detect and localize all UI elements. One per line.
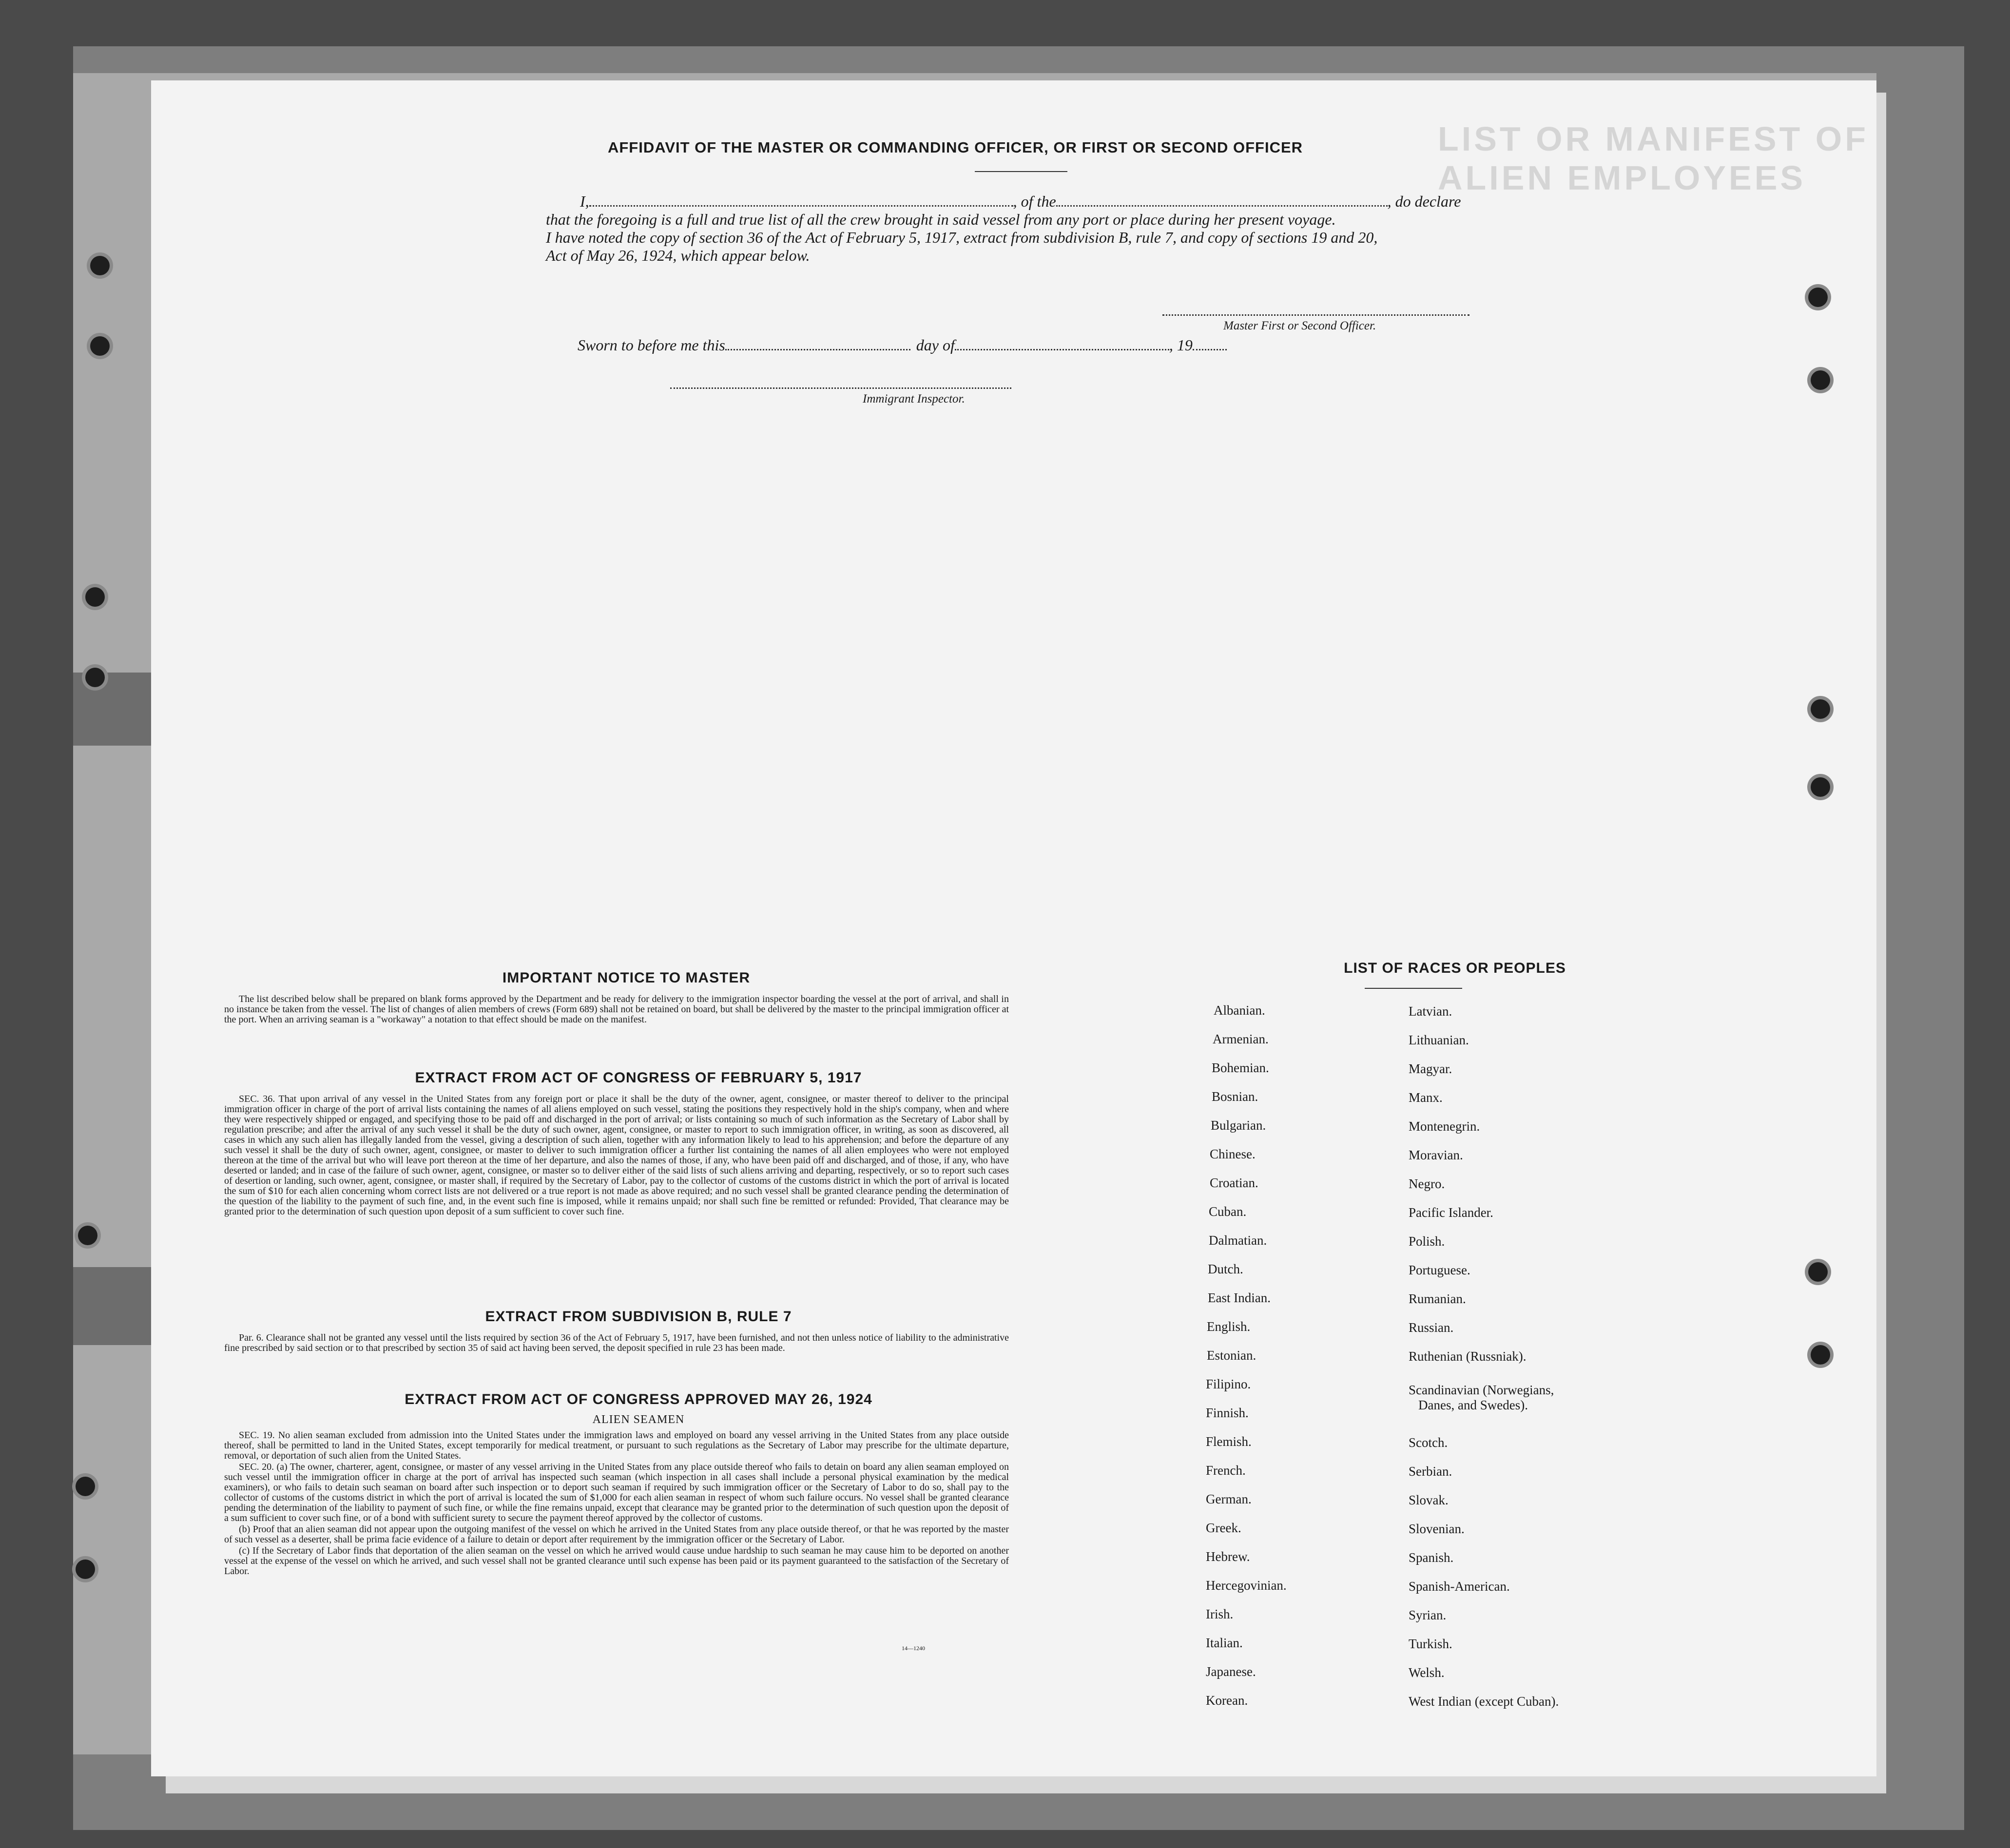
declaration-line-4: Act of May 26, 1924, which appear below.	[546, 247, 810, 264]
race-item: Japanese.	[1206, 1664, 1256, 1679]
race-item: Pacific Islander.	[1409, 1205, 1493, 1220]
race-item: Croatian.	[1210, 1175, 1258, 1190]
binder-hole	[76, 1559, 95, 1579]
binder-hole	[1811, 777, 1830, 797]
race-item: Estonian.	[1207, 1348, 1256, 1363]
race-item: Italian.	[1206, 1636, 1243, 1650]
document-sheet	[151, 80, 1876, 1776]
declaration-do-declare: , do declare	[1387, 192, 1461, 210]
par6-paragraph: Par. 6. Clearance shall not be granted any vessel until the lists required by section 36 of the Act of February 5, 1917, have been furnished, and not then unless notice of liability to the administrative fine prescribed by said section or to that prescribed by section 35 of said act having been served, the deposit specified in rule 23 has been made.	[224, 1332, 1009, 1353]
races-title-rule	[1365, 988, 1462, 989]
rule7-body	[224, 1333, 1009, 1354]
binder-hole	[1808, 1262, 1828, 1282]
race-item: Spanish.	[1409, 1550, 1454, 1565]
name-blank	[589, 205, 1013, 207]
day-of-text: day of	[916, 336, 955, 354]
declaration-of-the: , of the	[1013, 192, 1056, 210]
race-item: Rumanian.	[1409, 1291, 1466, 1306]
race-item: Lithuanian.	[1409, 1033, 1469, 1047]
master-signature-line	[1162, 314, 1469, 316]
races-title: LIST OF RACES OR PEOPLES	[1344, 960, 1566, 976]
bleed-through-text: LIST OR MANIFEST OF ALIEN EMPLOYEES	[1438, 120, 1869, 197]
binder-hole	[1808, 288, 1828, 307]
declaration-i: I,	[580, 192, 589, 210]
extract-1917-body	[224, 1094, 1009, 1218]
sworn-line	[578, 336, 1227, 354]
race-item: Welsh.	[1409, 1665, 1445, 1680]
binder-hole	[85, 668, 105, 687]
binder-hole	[1811, 1345, 1830, 1365]
sec19-paragraph: SEC. 19. No alien seaman excluded from admission into the United States under the immigration laws and employed on board any vessel arriving in the United States from any place outside thereof, shall be permitted to land in the United States, except temporarily for medical treatment, or pursuant to such regulations as the Secretary of Labor may prescribe for the ultimate departure, removal, or deportation of such alien from the United States.	[224, 1430, 1009, 1461]
extract-1917-title: EXTRACT FROM ACT OF CONGRESS OF FEBRUARY 5, 1917	[415, 1070, 862, 1086]
sec20c-paragraph: (c) If the Secretary of Labor finds that deportation of the alien seaman on the vessel on which he arrived would cause undue hardship to such seaman he may cause him to be deported on another vessel at the expense of the vessel on which he arrived, and such vessel shall not be granted clearance until such expense has been paid or its payment guaranteed to the satisfaction of the Secretary of Labor.	[224, 1545, 1009, 1577]
race-item: West Indian (except Cuban).	[1409, 1694, 1559, 1709]
race-item: French.	[1206, 1463, 1246, 1478]
vessel-blank	[1056, 205, 1388, 207]
race-item: German.	[1206, 1492, 1252, 1506]
race-item: Danes, and Swedes).	[1418, 1398, 1528, 1412]
race-item: Serbian.	[1409, 1464, 1452, 1479]
race-item: Bohemian.	[1212, 1060, 1269, 1075]
race-item: Slovak.	[1409, 1493, 1449, 1507]
race-item: Polish.	[1409, 1234, 1445, 1249]
race-item: Portuguese.	[1409, 1263, 1470, 1277]
year-blank	[1193, 349, 1227, 350]
master-caption: Master First or Second Officer.	[1223, 319, 1376, 332]
section-36-paragraph: SEC. 36. That upon arrival of any vessel in the United States from any foreign port or place it shall be the duty of the owner, agent, consignee, or master thereof to deliver to the principal immigration officer in charge of the port of arrival lists containing the names of all aliens employed on such vessel, stating the positions they respectively hold in the ship's company, when and where they were respectively shipped or engaged, and specifying those to be paid off and discharged in the port of arrival; or lists containing so much of such information as the Secretary of Labor shall by regulation prescribe; and after the arrival of any such vessel it shall be the duty of such owner, agent, consignee, or master to report to such immigration officer, in writing, as soon as discovered, all cases in which any such alien has illegally landed from the vessel, giving a description of such alien, together with any information likely to lead to his apprehension; and before the departure of any such vessel it shall be the duty of such owner, agent, consignee, or master to deliver to such immigration officer a further list containing the names of all alien employees who were not employed thereon at the time of the arrival but who will leave port thereon at the time of her departure, and also the names of those, if any, who have been paid off and discharged, and of those, if any, who have deserted or landed; and in case of the failure of such owner, agent, consignee, or master so to deliver either of the said lists of such aliens arriving and departing, respectively, or so to report such cases of desertion or landing, such owner, agent, consignee, or master shall, if required by the Secretary of Labor, pay to the collector of customs of the customs district in which the port of arrival is located the sum of $10 for each alien concerning whom correct lists are not delivered or a true report is not made as above required; and no such vessel shall be granted clearance pending the determination of the question of the liability to the payment of such fine, and, in the event such fine is imposed, while it remains unpaid; nor shall such fine be remitted or refunded: Provided, That clearance may be granted prior to the determination of such question upon deposit of a sum sufficient to cover such fine.	[224, 1094, 1009, 1217]
notice-paragraph: The list described below shall be prepared on blank forms approved by the Department and be ready for delivery to the immigration inspector boarding the vessel at the port of arrival, and shall in no instance be taken from the vessel. The list of changes of alien members of crews (Form 689) shall not be retained on board, but shall be delivered by the master to the principal immigration officer at the port. When an arriving seaman is a "workaway" a notation to that effect should be made on the manifest.	[224, 994, 1009, 1025]
binder-hole	[90, 256, 110, 275]
race-item: Chinese.	[1210, 1147, 1256, 1161]
declaration-line-2: that the foregoing is a full and true list of all the crew brought in said vessel from any port or place during her present voyage.	[546, 211, 1336, 228]
sworn-text: Sworn to before me this	[578, 336, 725, 354]
race-item: Spanish-American.	[1409, 1579, 1510, 1594]
binder-hole	[78, 1226, 97, 1245]
inspector-caption: Immigrant Inspector.	[863, 392, 965, 405]
month-blank	[955, 349, 1169, 350]
binder-hole	[1811, 370, 1830, 390]
race-item: Negro.	[1409, 1176, 1445, 1191]
race-item: Filipino.	[1206, 1377, 1251, 1391]
race-item: Ruthenian (Russniak).	[1409, 1349, 1527, 1364]
race-item: East Indian.	[1208, 1290, 1271, 1305]
race-item: Albanian.	[1214, 1003, 1265, 1018]
day-blank	[725, 349, 910, 350]
race-item: Flemish.	[1206, 1434, 1252, 1449]
form-number: 14—1240	[902, 1645, 925, 1652]
extract-1924-title: EXTRACT FROM ACT OF CONGRESS APPROVED MAY 26, 1924	[405, 1391, 872, 1407]
declaration-line-1	[546, 192, 1511, 211]
sec20b-paragraph: (b) Proof that an alien seaman did not appear upon the outgoing manifest of the vessel on which he arrived in the United States from any place outside thereof, or that he was reported by the master of such vessel as a deserter, shall be prima facie evidence of a failure to detain or deport after requirement by the immigration officer or the Secretary of Labor.	[224, 1524, 1009, 1545]
notice-body	[224, 994, 1009, 1026]
alien-seamen-subtitle: ALIEN SEAMEN	[592, 1413, 685, 1426]
race-item: Magyar.	[1409, 1061, 1452, 1076]
race-item: Greek.	[1206, 1521, 1241, 1535]
race-item: Finnish.	[1206, 1405, 1249, 1420]
race-item: Hercegovinian.	[1206, 1578, 1287, 1593]
race-item: Slovenian.	[1409, 1521, 1465, 1536]
race-item: Hebrew.	[1206, 1549, 1250, 1564]
binder-hole	[85, 587, 105, 607]
rule7-title: EXTRACT FROM SUBDIVISION B, RULE 7	[485, 1309, 792, 1325]
binder-hole	[90, 336, 110, 356]
affidavit-declaration	[546, 192, 1511, 265]
race-item: Cuban.	[1209, 1204, 1247, 1219]
race-item: Dutch.	[1208, 1262, 1243, 1276]
binder-hole	[1811, 699, 1830, 719]
extract-1924-body	[224, 1430, 1009, 1578]
race-item: Montenegrin.	[1409, 1119, 1480, 1134]
race-item: Syrian.	[1409, 1608, 1447, 1622]
race-item: Scotch.	[1409, 1435, 1448, 1450]
race-item: Irish.	[1206, 1607, 1234, 1621]
race-item: Bosnian.	[1212, 1089, 1258, 1104]
race-item: Russian.	[1409, 1320, 1454, 1335]
race-item: Turkish.	[1409, 1636, 1452, 1651]
notice-title: IMPORTANT NOTICE TO MASTER	[502, 970, 751, 986]
declaration-line-3: I have noted the copy of section 36 of the Act of February 5, 1917, extract from subdivision B, rule 7, and copy of sections 19 and 20,	[546, 229, 1378, 246]
race-item: Korean.	[1206, 1693, 1248, 1708]
race-item: Dalmatian.	[1209, 1233, 1267, 1248]
affidavit-title: AFFIDAVIT OF THE MASTER OR COMMANDING OFFICER, OR FIRST OR SECOND OFFICER	[607, 139, 1303, 156]
race-item: Scandinavian (Norwegians,	[1409, 1383, 1554, 1397]
race-item: Bulgarian.	[1211, 1118, 1266, 1133]
race-item: English.	[1207, 1319, 1251, 1334]
sec20a-paragraph: SEC. 20. (a) The owner, charterer, agent, consignee, or master of any vessel arriving in the United States from any place outside thereof who fails to detain on board any alien seaman employed on such vessel until the immigration officer in charge at the port of arrival has inspected such seaman (which inspection in all cases shall include a personal physical examination by the medical examiners), or who fails to detain such seaman on board after such inspection or to deport such seaman if required by such immigration officer or the Secretary of Labor to do so, shall pay to the collector of customs of the customs district in which the port of arrival is located the sum of $1,000 for each alien seaman in respect of whom such failure occurs. No vessel shall be granted clearance pending the determination of the liability to payment of such fine, or while the fine remains unpaid, except that clearance may be granted prior to the determination of such question upon the deposit of a sum sufficient to cover such fine, or of a bond with sufficient surety to secure the payment thereof approved by the collector of customs.	[224, 1462, 1009, 1523]
race-item: Manx.	[1409, 1090, 1443, 1105]
title-rule	[975, 171, 1067, 172]
race-item: Moravian.	[1409, 1148, 1463, 1162]
year-prefix: , 19	[1169, 336, 1193, 354]
binder-hole	[76, 1477, 95, 1496]
race-item: Armenian.	[1213, 1032, 1269, 1046]
inspector-signature-line	[670, 387, 1011, 389]
race-item: Latvian.	[1409, 1004, 1452, 1019]
